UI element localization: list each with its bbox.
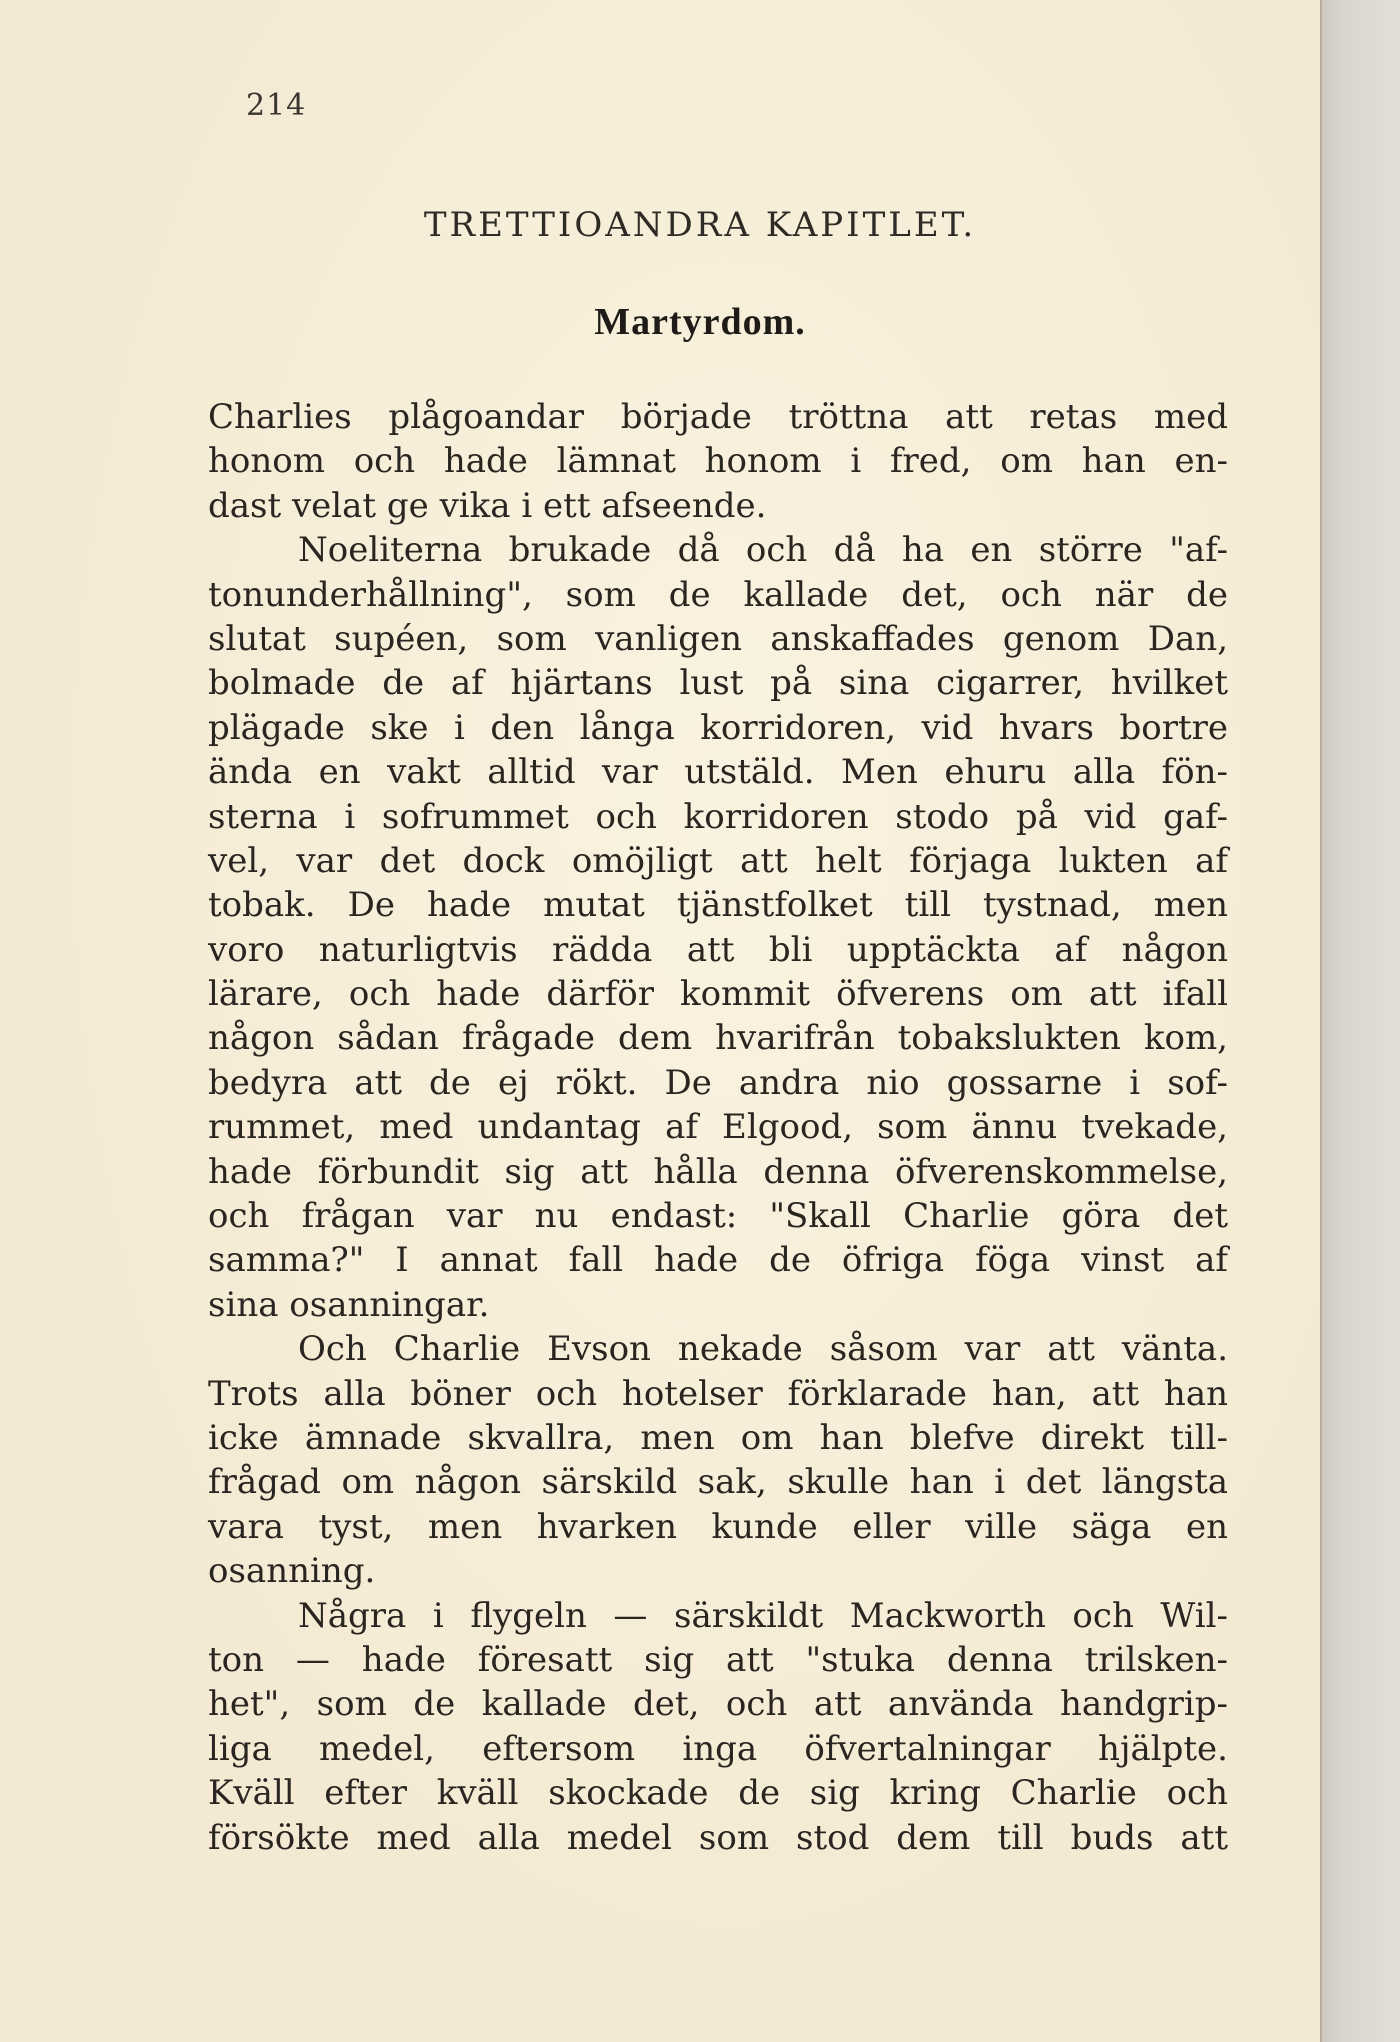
text-line: ända en vakt alltid var utstäld. Men ehuru alla fön-: [208, 752, 1228, 793]
text-line: Noeliterna brukade då och då ha en större "af-: [298, 530, 1228, 571]
text-line: Charlies plågoandar började tröttna att retas med: [208, 397, 1228, 437]
text-line: het", som de kallade det, och att använda handgrip-: [208, 1684, 1228, 1725]
text-line: sterna i sofrummet och korridoren stodo på vid gaf-: [208, 796, 1228, 837]
body-text: [208, 395, 1228, 1860]
text-line: tonunderhållning", som de kallade det, och när de: [208, 574, 1228, 615]
text-line: Några i flygeln — särskildt Mackworth och Wil-: [298, 1595, 1228, 1636]
text-line: slutat supéen, som vanligen anskaffades genom Dan,: [208, 618, 1228, 659]
text-line: och frågan var nu endast: "Skall Charlie göra det: [208, 1196, 1228, 1237]
text-line: ton — hade föresatt sig att "stuka denna trilsken-: [208, 1639, 1228, 1680]
text-line: samma?" I annat fall hade de öfriga föga vinst af: [208, 1240, 1228, 1281]
text-line: rummet, med undantag af Elgood, som ännu tvekade,: [208, 1107, 1228, 1148]
text-line: Kväll efter kväll skockade de sig kring Charlie och: [208, 1773, 1228, 1814]
text-line: plägade ske i den långa korridoren, vid hvars bortre: [208, 707, 1228, 748]
text-line: Och Charlie Evson nekade såsom var att vänta.: [298, 1329, 1228, 1370]
text-line: sina osanningar.: [208, 1284, 490, 1325]
section-title: Martyrdom.: [594, 301, 806, 343]
text-line: någon sådan frågade dem hvarifrån tobakslukten kom,: [208, 1018, 1228, 1059]
text-line: vel, var det dock omöjligt att helt förjaga lukten af: [208, 840, 1228, 881]
text-line: osanning.: [208, 1551, 376, 1592]
text-line: icke ämnade skvallra, men om han blefve direkt till-: [208, 1417, 1228, 1458]
text-line: tobak. De hade mutat tjänstfolket till tystnad, men: [208, 885, 1228, 926]
text-line: vara tyst, men hvarken kunde eller ville säga en: [208, 1506, 1228, 1547]
text-line: försökte med alla medel som stod dem till buds att: [208, 1817, 1228, 1858]
chapter-heading: TRETTIOANDRA KAPITLET.: [423, 205, 977, 245]
text-line: frågad om någon särskild sak, skulle han i det längsta: [208, 1462, 1228, 1503]
page-number: 214: [246, 88, 307, 123]
text-line: dast velat ge vika i ett afseende.: [208, 485, 767, 526]
text-line: bedyra att de ej rökt. De andra nio gossarne i sof-: [208, 1062, 1228, 1103]
text-line: liga medel, eftersom inga öfvertalningar hjälpte.: [208, 1728, 1228, 1769]
text-line: honom och hade lämnat honom i fred, om han en-: [208, 441, 1228, 482]
text-line: voro naturligtvis rädda att bli upptäckta af någon: [208, 929, 1228, 970]
text-line: hade förbundit sig att hålla denna öfverenskommelse,: [208, 1151, 1228, 1192]
text-line: Trots alla böner och hotelser förklarade han, att han: [208, 1373, 1228, 1414]
text-line: lärare, och hade därför kommit öfverens om att ifall: [208, 974, 1228, 1015]
text-line: bolmade de af hjärtans lust på sina cigarrer, hvilket: [208, 663, 1228, 704]
